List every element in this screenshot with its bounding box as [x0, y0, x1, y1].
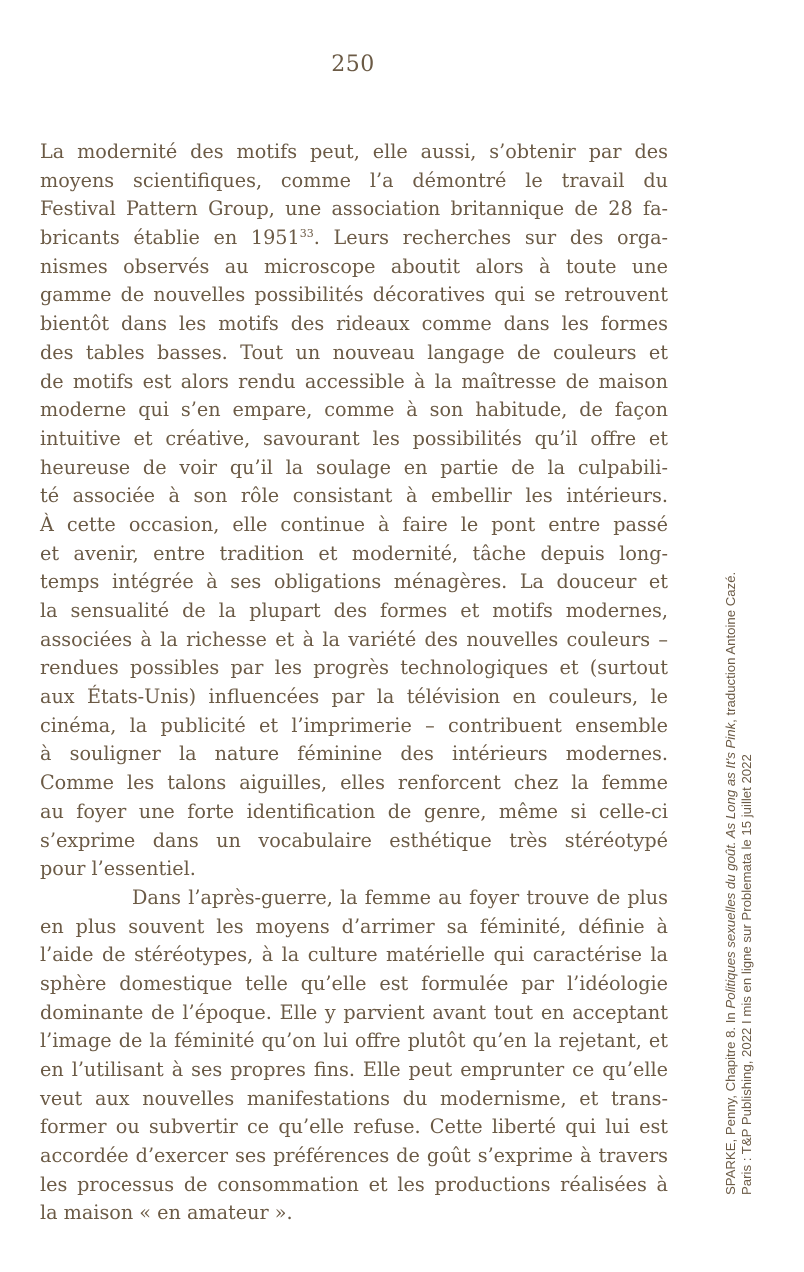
text-line: La modernité des motifs peut, elle aussi, s’obtenir par des: [40, 140, 668, 163]
text-line: té associée à son rôle consistant à embellir les intérieurs.: [40, 484, 668, 508]
credit-line-1: [723, 495, 739, 1195]
text-fragment: bricants établie en 1951: [40, 226, 300, 250]
text-line: pour l’essentiel.: [40, 857, 196, 881]
text-line: accordée d’exercer ses préférences de goût s’exprime à travers: [40, 1144, 668, 1168]
text-line: Festival Pattern Group, une association britannique de 28 fa-: [40, 197, 668, 221]
source-credit: [723, 495, 755, 1195]
text-line: en plus souvent les moyens d’arrimer sa féminité, définie à: [40, 914, 668, 938]
text-line: l’aide de stéréotypes, à la culture matérielle qui caractérise la: [40, 943, 668, 967]
text-line: la maison « en amateur ».: [40, 1201, 293, 1225]
text-line: de motifs est alors rendu accessible à la maîtresse de maison: [40, 369, 668, 393]
text-line: aux États-Unis) influencées par la télévision en couleurs, le: [40, 685, 668, 709]
text-line: la sensualité de la plupart des formes et motifs modernes,: [40, 599, 668, 622]
page-number: 250: [331, 52, 375, 77]
text-line: rendues possibles par les progrès technologiques et (surtout: [40, 656, 668, 680]
text-line: nismes observés au microscope aboutit alors à toute une: [40, 254, 668, 278]
text-line: sphère domestique telle qu’elle est formulée par l’idéologie: [40, 971, 668, 995]
text-line: moyens scientifiques, comme l’a démontré le travail du: [40, 168, 668, 192]
text-line-with-footnote: [40, 224, 668, 253]
text-line: s’exprime dans un vocabulaire esthétique très stéréotypé: [40, 828, 668, 852]
text-line: dominante de l’époque. Elle y parvient avant tout en acceptant: [40, 1000, 668, 1024]
text-line: à souligner la nature féminine des intérieurs modernes.: [40, 742, 668, 766]
text-line: heureuse de voir qu’il la soulage en partie de la culpabili-: [40, 455, 668, 479]
text-line: Comme les talons aiguilles, elles renforcent chez la femme: [40, 771, 668, 795]
text-line: des tables basses. Tout un nouveau langage de couleurs et: [40, 340, 668, 364]
text-fragment: . Leurs recherches sur des orga-: [313, 226, 668, 250]
text-line: former ou subvertir ce qu’elle refuse. Cette liberté qui lui est: [40, 1115, 668, 1139]
text-line: intuitive et créative, savourant les possibilités qu’il offre et: [40, 426, 668, 450]
text-line: veut aux nouvelles manifestations du modernisme, et trans-: [40, 1086, 668, 1110]
text-line: gamme de nouvelles possibilités décoratives qui se retrouvent: [40, 283, 668, 307]
text-line: associées à la richesse et à la variété des nouvelles couleurs –: [40, 627, 668, 651]
text-line: l’image de la féminité qu’on lui offre plutôt qu’en la rejetant, et: [40, 1029, 668, 1053]
text-line: en l’utilisant à ses propres fins. Elle peut emprunter ce qu’elle: [40, 1058, 668, 1081]
body-text: [40, 138, 668, 1228]
credit-line-2: Paris : T&P Publishing, 2022 I mis en ligne sur Problemata le 15 juillet 2022: [739, 754, 754, 1195]
paragraph-1: [40, 138, 668, 884]
text-line: À cette occasion, elle continue à faire le pont entre passé: [40, 512, 668, 536]
text-line: au foyer une forte identification de genre, même si celle-ci: [40, 799, 668, 823]
text-line: cinéma, la publicité et l’imprimerie – contribuent ensemble: [40, 713, 668, 737]
paragraph-2: [40, 884, 668, 1228]
credit-book-title: Politiques sexuelles du goût. As Long as It's Pink: [723, 722, 738, 1009]
text-line: et avenir, entre tradition et modernité, tâche depuis long-: [40, 541, 668, 565]
text-line: bientôt dans les motifs des rideaux comme dans les formes: [40, 312, 668, 336]
credit-translation: , traduction Antoine Cazé.: [723, 571, 738, 723]
text-line: les processus de consommation et les productions réalisées à: [40, 1172, 668, 1196]
text-line: Dans l’après-guerre, la femme au foyer trouve de plus: [132, 885, 668, 909]
text-line: temps intégrée à ses obligations ménagères. La douceur et: [40, 570, 668, 594]
text-line: moderne qui s’en empare, comme à son habitude, de façon: [40, 398, 668, 422]
footnote-reference[interactable]: 33: [299, 227, 314, 241]
credit-author: SPARKE, Penny, Chapitre 8. In: [723, 1008, 738, 1195]
